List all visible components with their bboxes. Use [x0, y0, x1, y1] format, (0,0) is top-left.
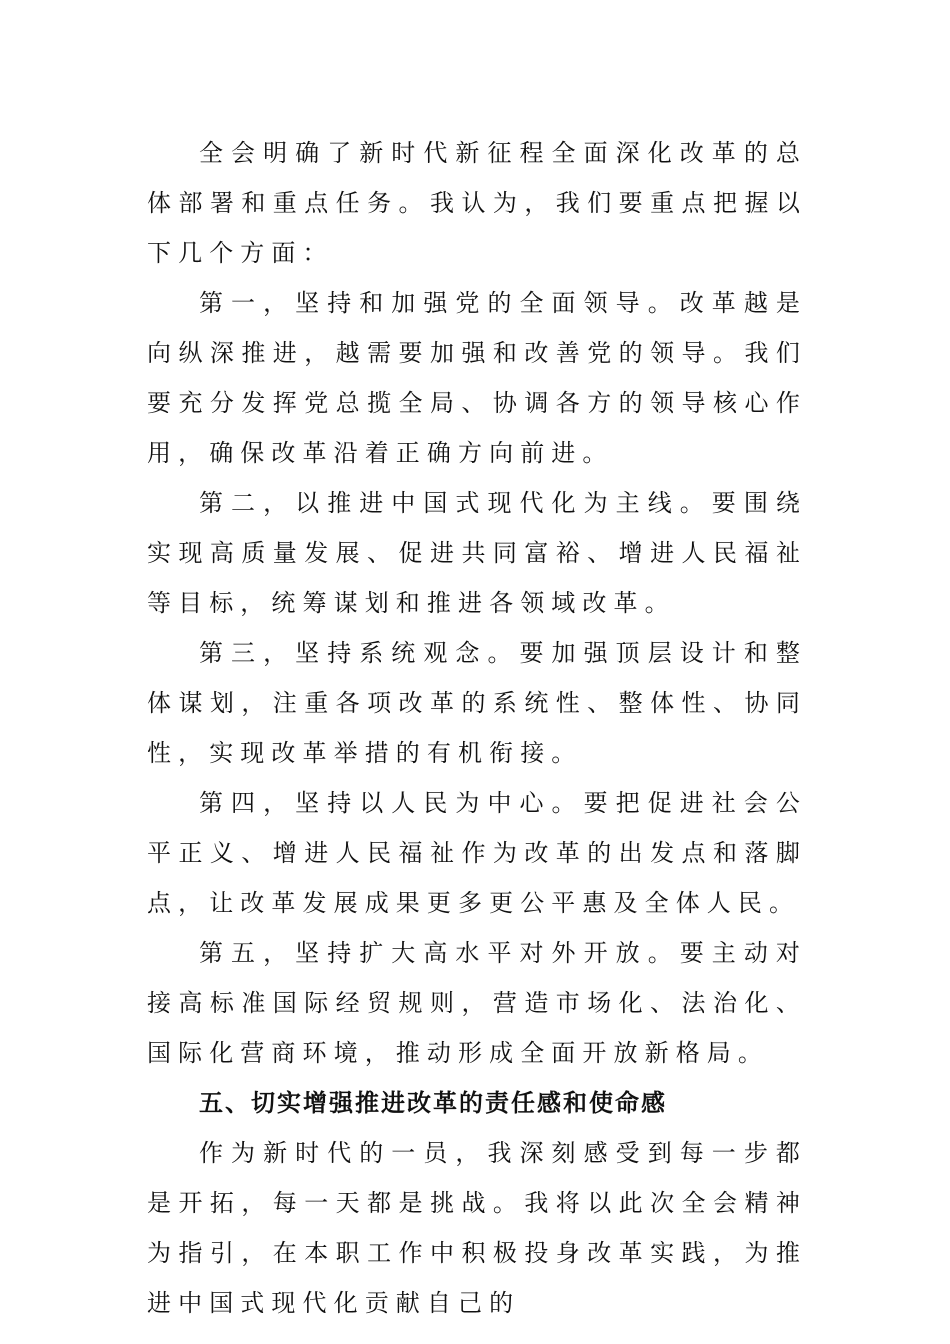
paragraph-intro: 全会明确了新时代新征程全面深化改革的总体部署和重点任务。我认为，我们要重点把握以下几个方面： — [147, 139, 807, 267]
paragraph-point-1: 第一，坚持和加强党的全面领导。改革越是向纵深推进，越需要加强和改善党的领导。我们要充分发挥党总揽全局、协调各方的领导核心作用，确保改革沿着正确方向前进。 — [147, 289, 807, 467]
paragraph-point-2: 第二，以推进中国式现代化为主线。要围绕实现高质量发展、促进共同富裕、增进人民福祉等目标，统筹谋划和推进各领域改革。 — [147, 489, 807, 617]
paragraph-closing: 作为新时代的一员，我深刻感受到每一步都是开拓，每一天都是挑战。我将以此次全会精神为指引，在本职工作中积极投身改革实践，为推进中国式现代化贡献自己的 — [147, 1139, 807, 1317]
section-heading: 五、切实增强推进改革的责任感和使命感 — [199, 1089, 667, 1117]
paragraph-point-3: 第三，坚持系统观念。要加强顶层设计和整体谋划，注重各项改革的系统性、整体性、协同性，实现改革举措的有机衔接。 — [147, 639, 807, 767]
document-body — [147, 128, 807, 1328]
paragraph-point-4: 第四，坚持以人民为中心。要把促进社会公平正义、增进人民福祉作为改革的出发点和落脚点，让改革发展成果更多更公平惠及全体人民。 — [147, 789, 807, 917]
paragraph-point-5: 第五，坚持扩大高水平对外开放。要主动对接高标准国际经贸规则，营造市场化、法治化、国际化营商环境，推动形成全面开放新格局。 — [147, 939, 807, 1067]
